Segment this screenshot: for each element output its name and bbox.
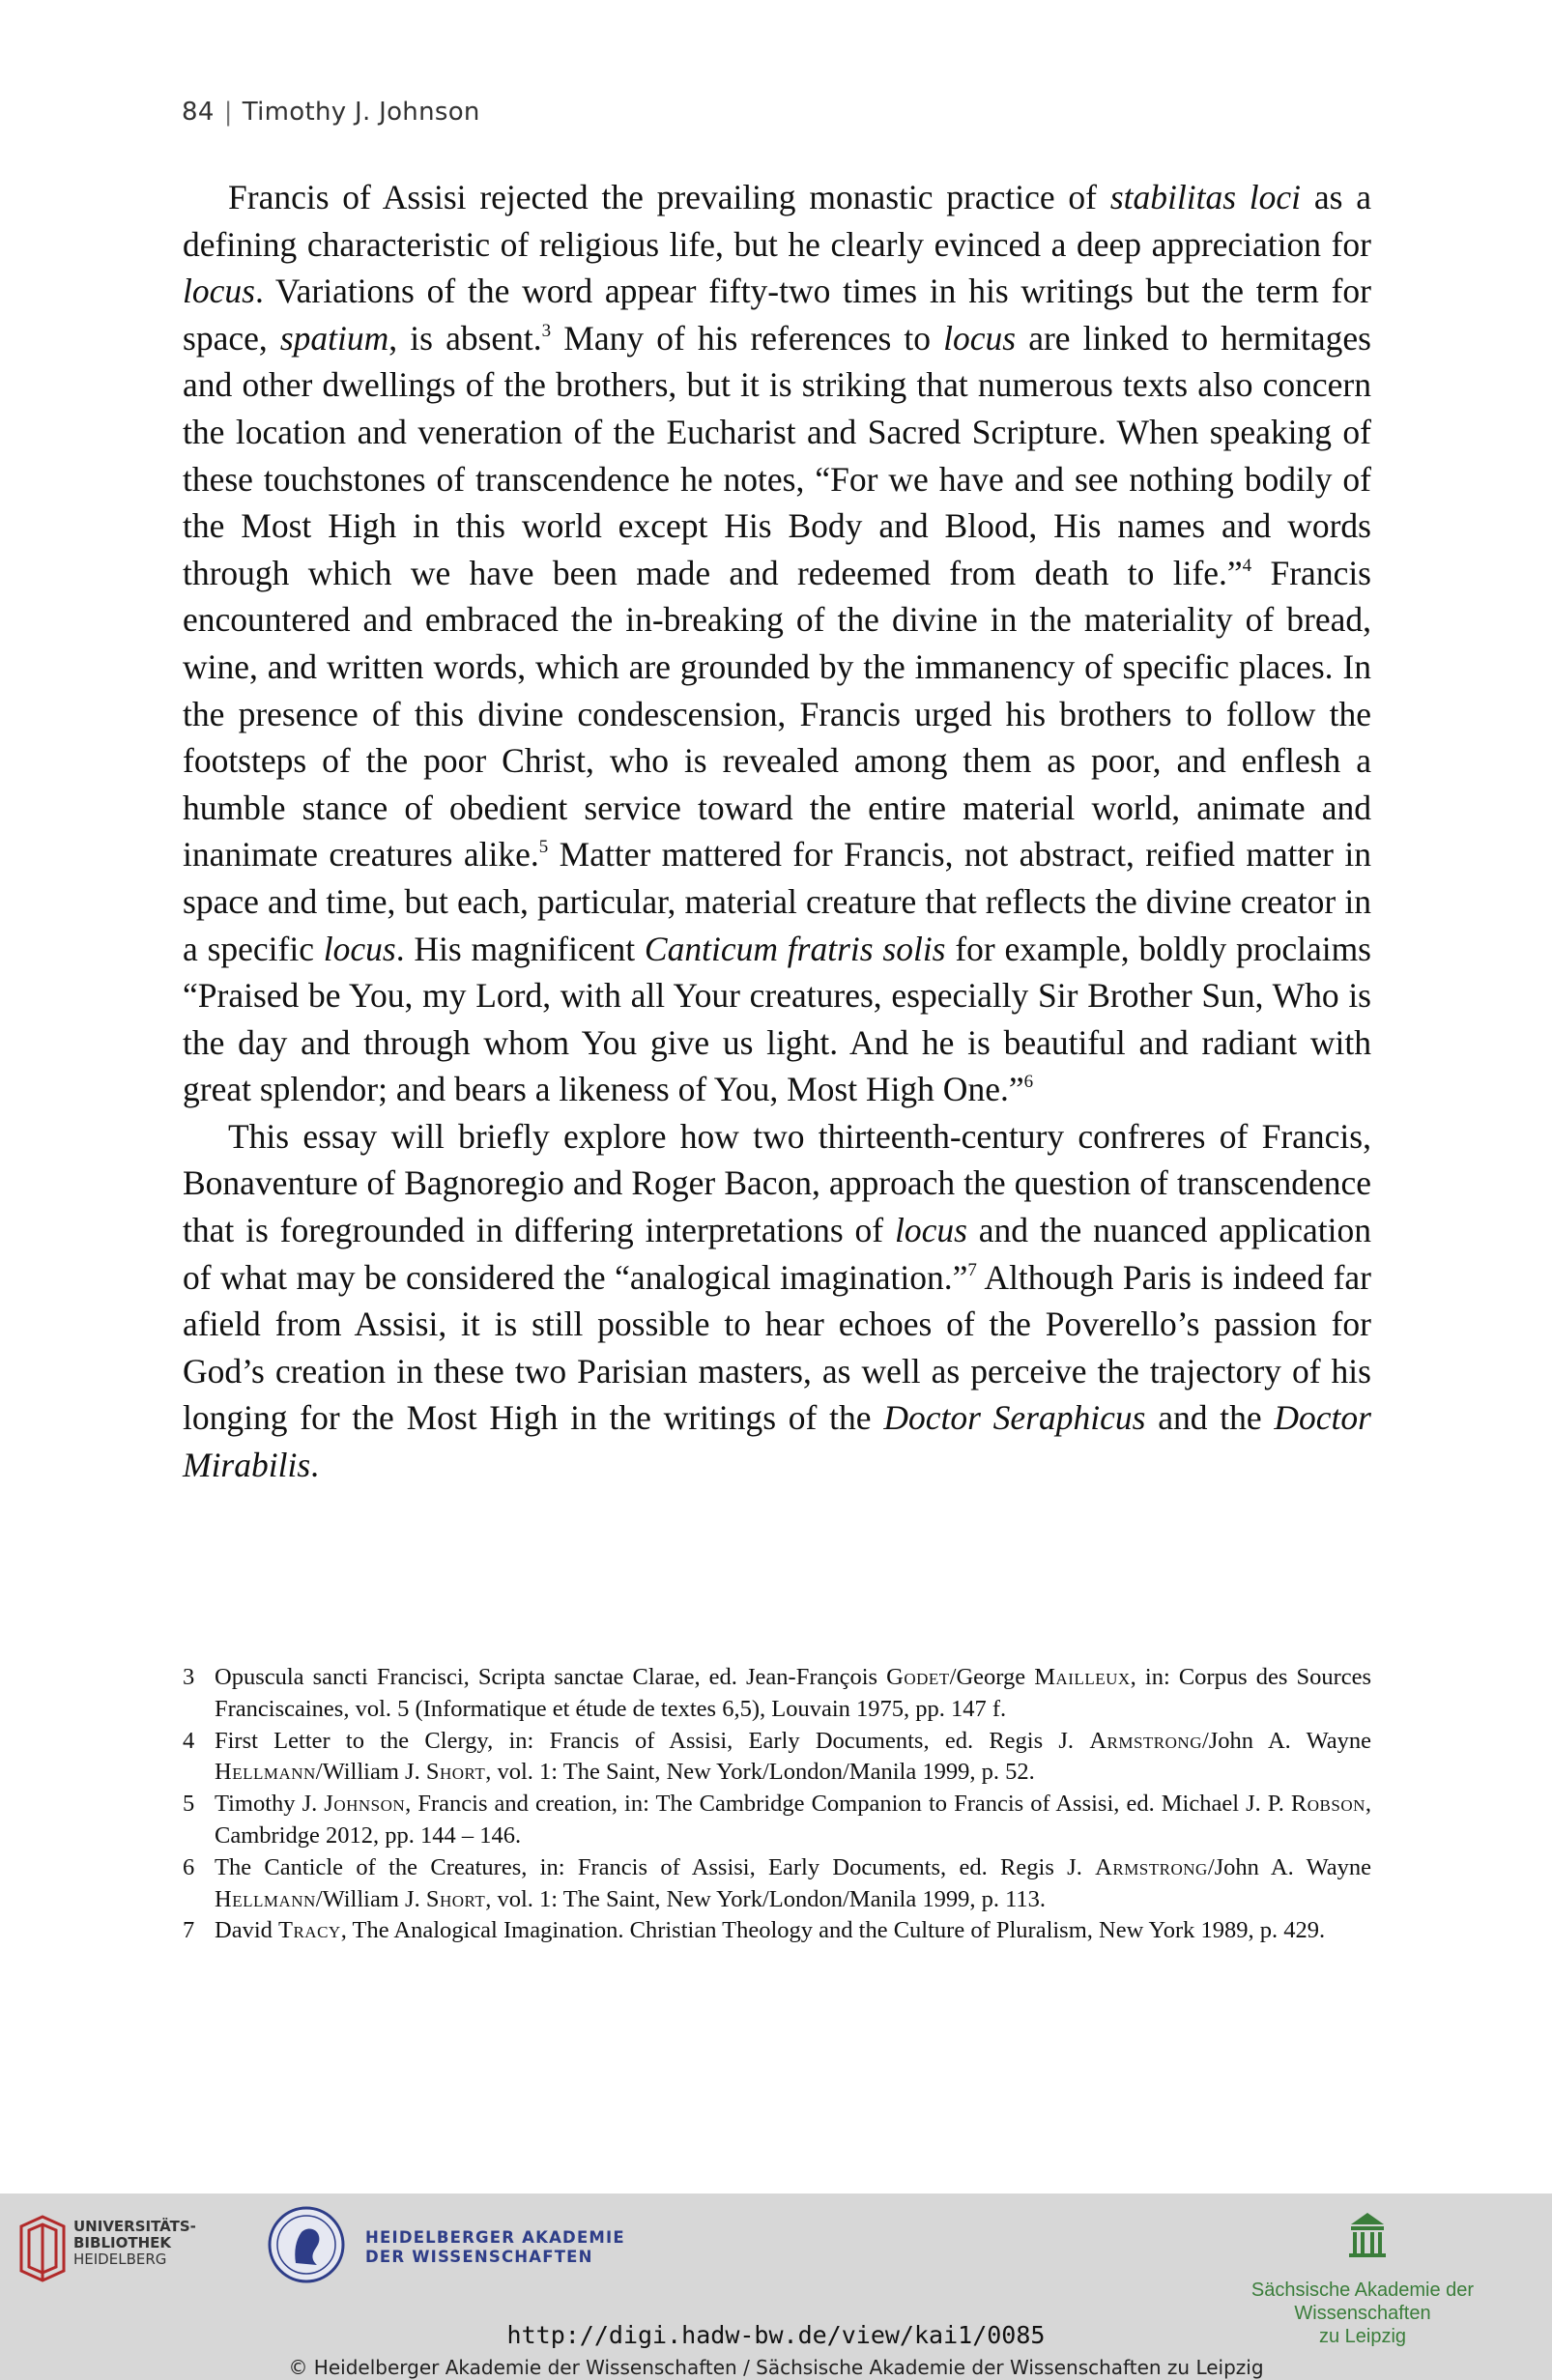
footnote-ref[interactable]: 5 [538,837,549,858]
italic-term: stabilitas loci [1109,178,1302,216]
footnote-7 [183,1915,1371,1947]
footnote-text [215,1726,1371,1790]
author-surname: Armstrong [1095,1853,1208,1880]
text-run: and the nuanced application of what may be considered the “analogical imagination.” [183,1211,1371,1297]
text-run: , in: Corpus des Sources Franciscaines, vol. 5 (Informatique et étude de textes 6,5), Louvain 1975, pp. 147 f. [215,1664,1372,1722]
footnote-text [215,1662,1371,1726]
footnote-ref[interactable]: 3 [541,320,552,341]
author-name: Timothy J. Johnson [242,98,480,127]
footnote-text [215,1852,1371,1916]
text-run: David [215,1917,278,1944]
text-run: as a defining characteristic of religious life, but he clearly evinced a deep appreciation for [183,178,1371,264]
footnote-5 [183,1789,1371,1852]
footnotes [183,1662,1371,1947]
author-surname: Short [425,1759,486,1786]
paragraph-2 [183,1113,1371,1489]
text-run: This essay will briefly explore how two thirteenth-century confreres of Francis, Bonaventure of Bagnoregio and Roger Bacon, approach the question of transcendence that is foregrounded in differing interpretations of [183,1116,1371,1250]
main-text [183,174,1371,1489]
logo-line: Sächsische Akademie der Wissenschaften [1250,2280,1475,2324]
author-surname: Godet [886,1664,950,1690]
logo-line: DER WISSENSCHAFTEN [365,2248,593,2266]
text-run: . [310,1446,320,1485]
text-run: , The Analogical Imagination. Christian Theology and the Culture of Pluralism, New York 1989, p. 429. [340,1917,1326,1944]
ub-heidelberg-logo-text [73,2219,196,2268]
text-run: , Francis and creation, in: The Cambridge Companion to Francis of Assisi, ed. Michael J. P. [405,1791,1291,1818]
hadw-seal-icon [267,2205,346,2284]
footnote-number: 3 [183,1664,195,1690]
text-run: Opuscula sancti Francisci, Scripta sanctae Clarae, ed. Jean-François [215,1664,887,1690]
text-run: /John A. Wayne [1201,1727,1372,1754]
text-run: Matter mattered for Francis, not abstract, reified matter in space and time, but each, particular, material creature that reflects the divine creator in a specific [183,835,1372,968]
text-run: , vol. 1: The Saint, New York/London/Manila 1999, p. 113. [485,1885,1047,1912]
text-run: , is absent. [388,318,542,358]
logo-line: UNIVERSITÄTS- [73,2218,196,2235]
italic-term: locus [323,929,396,968]
running-head [182,93,480,131]
text-run: . Variations of the word appear fifty-two times in his writings but the term for space, [183,272,1371,358]
text-run: , Cambridge 2012, pp. 144 – 146. [215,1791,1371,1849]
text-run: . His magnificent [395,929,645,968]
footnote-3 [183,1662,1371,1726]
author-surname: Mailleux [1034,1664,1131,1690]
text-run: Although Paris is indeed far afield from Assisi, it is still possible to hear echoes of the Poverello’s passion for God’s creation in these two Parisian masters, as well as perceive the trajectory of his longing for the Most High in the writings of the [183,1257,1371,1438]
logo-line: HEIDELBERGER AKADEMIE [365,2228,625,2247]
paragraph-1 [183,174,1371,1113]
text-run: /George [949,1664,1035,1690]
author-surname: Hellmann [215,1885,316,1912]
footnote-text [215,1789,1371,1852]
italic-term: Doctor Seraphicus [883,1398,1146,1438]
text-run: /John A. Wayne [1207,1853,1371,1880]
footnote-ref[interactable]: 4 [1242,555,1252,576]
text-run: Francis of Assisi rejected the prevailing monastic practice of [228,178,1110,216]
text-run: are linked to hermitages and other dwellings of the brothers, but it is striking that numerous texts also concern the location and veneration of the Eucharist and Sacred Scripture. When speaking of these touchstones of transcendence he notes, “For we have and see nothing bodily of the Most High in this world except His Body and Blood, His names and words through which we have been made and redeemed from death to life.” [183,318,1371,592]
hadw-logo-text [365,2228,625,2267]
footnote-number: 5 [183,1791,195,1818]
author-surname: Tracy [278,1917,341,1944]
footnote-ref[interactable]: 6 [1023,1072,1034,1093]
text-run: First Letter to the Clergy, in: Francis of Assisi, Early Documents, ed. Regis J. [215,1727,1090,1754]
author-surname: Johnson [324,1791,406,1818]
header-separator: | [223,98,233,127]
page-number: 84 [182,98,215,127]
text-run: The Canticle of the Creatures, in: Francis of Assisi, Early Documents, ed. Regis J. [215,1853,1096,1880]
footnote-number: 4 [183,1727,195,1754]
italic-term: locus [183,272,255,311]
saw-building-icon [1347,2211,1388,2259]
italic-term: spatium [279,318,389,358]
footnote-6 [183,1852,1371,1916]
footnote-4 [183,1726,1371,1790]
italic-title: Canticum fratris solis [644,929,946,968]
italic-term: locus [943,318,1017,358]
italic-term: Doctor Mirabilis [183,1398,1371,1485]
text-run: Timothy J. [215,1791,325,1818]
text-run: /William J. [315,1759,426,1786]
footnote-number: 6 [183,1853,195,1880]
author-surname: Hellmann [215,1759,316,1786]
italic-term: locus [894,1211,967,1250]
viewer-footer [0,2194,1552,2380]
text-run: Many of his references to [551,318,944,358]
text-run: for example, boldly proclaims “Praised be You, my Lord, with all Your creatures, especially Sir Brother Sun, Who is the day and through whom You give us light. And he is beautiful and radiant with great splendor; and bears a likeness of You, Most High One.” [183,929,1372,1109]
logo-line: zu Leipzig [1318,2326,1407,2347]
text-run: and the [1145,1398,1275,1438]
author-surname: Robson [1290,1791,1365,1818]
footnote-number: 7 [183,1917,195,1944]
copyright-notice: © Heidelberger Akademie der Wissenschaften / Sächsische Akademie der Wissenschaften zu Leipzig [288,2356,1264,2379]
footnote-ref[interactable]: 7 [967,1259,977,1280]
footnote-text [215,1915,1371,1947]
logo-line: BIBLIOTHEK [73,2234,171,2251]
text-run: Francis encountered and embraced the in-breaking of the divine in the materiality of bread, wine, and written words, which are grounded by the immanency of specific places. In the presence of this divine condescension, Francis urged his brothers to follow the footsteps of the poor Christ, who is revealed among them as poor, and enflesh a humble stance of obedient service toward the entire material world, animate and inanimate creatures alike. [183,553,1371,875]
text-run: /William J. [315,1885,426,1912]
author-surname: Armstrong [1089,1727,1202,1754]
text-run: , vol. 1: The Saint, New York/London/Manila 1999, p. 52. [485,1759,1035,1786]
logo-line: HEIDELBERG [73,2251,167,2268]
author-surname: Short [425,1885,486,1912]
permalink-url[interactable]: http://digi.hadw-bw.de/view/kai1/0085 [506,2321,1046,2349]
